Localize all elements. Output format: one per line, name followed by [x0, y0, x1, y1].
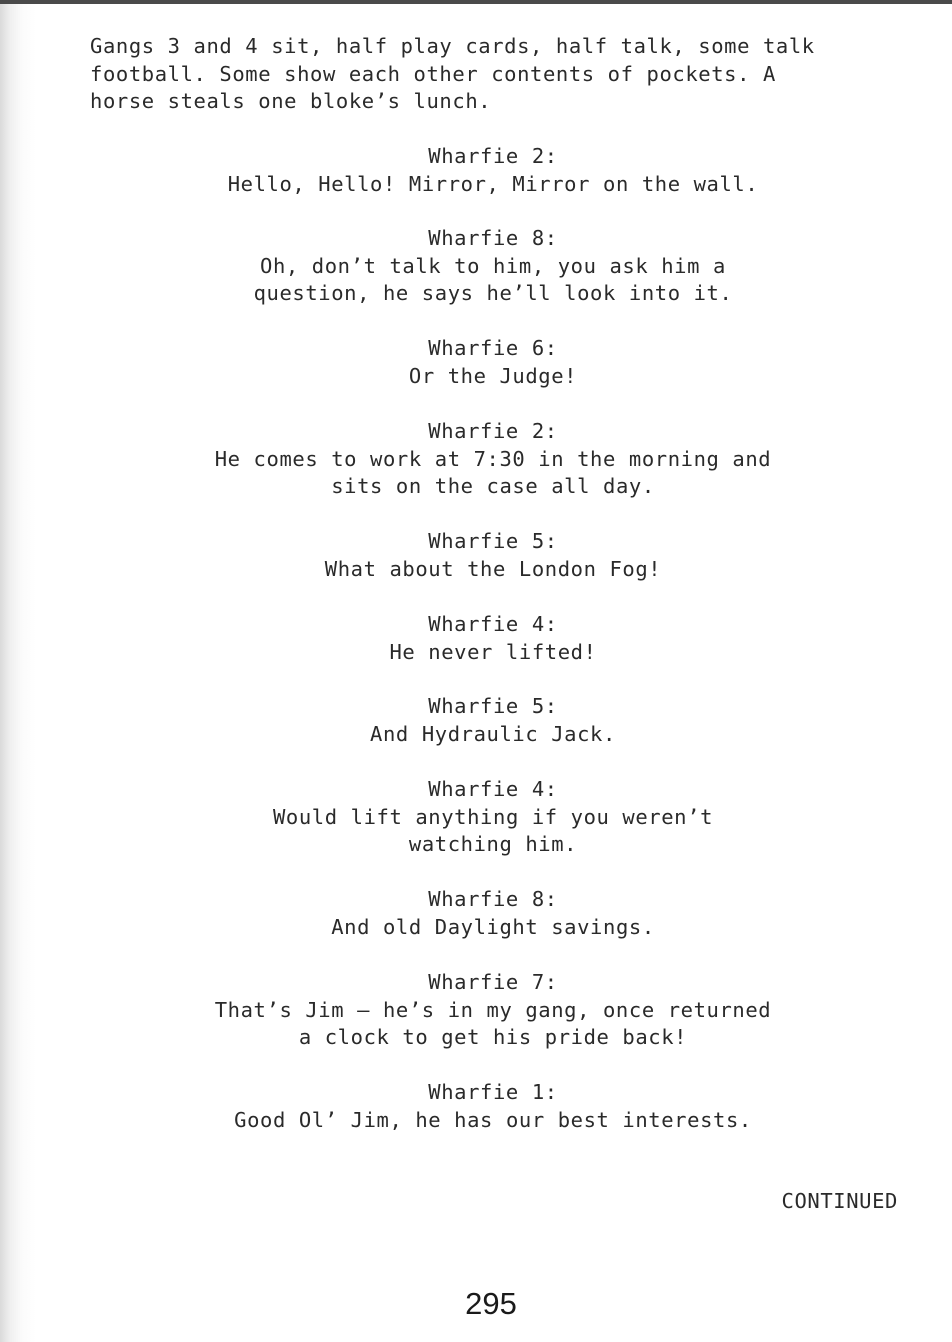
dialogue-block — [90, 886, 896, 941]
dialogue-line: Good Ol’ Jim, he has our best interests. — [234, 1107, 752, 1132]
dialogue-line: And Hydraulic Jack. — [370, 721, 616, 746]
character-name: Wharfie 5: — [428, 529, 558, 553]
dialogue-block — [90, 418, 896, 501]
character-name: Wharfie 6: — [428, 336, 558, 360]
action-line: horse steals one bloke’s lunch. — [90, 89, 492, 113]
dialogue-line: question, he says he’ll look into it. — [253, 281, 733, 305]
dialogue-line: Hello, Hello! Mirror, Mirror on the wall. — [227, 171, 759, 196]
dialogue-block — [90, 969, 896, 1052]
character-name: Wharfie 5: — [428, 694, 558, 718]
dialogue-block — [90, 1079, 896, 1134]
dialogue-block — [90, 776, 896, 859]
dialogue-line: And old Daylight savings. — [331, 914, 655, 939]
action-line: football. Some show each other contents of pockets. A — [90, 61, 776, 86]
dialogue-line: What about the London Fog! — [324, 556, 662, 581]
dialogue-block — [90, 335, 896, 390]
dialogue-line: He comes to work at 7:30 in the morning and — [214, 446, 772, 471]
dialogue-line: That’s Jim – he’s in my gang, once returned — [214, 997, 772, 1022]
dialogue-line: He never lifted! — [389, 639, 597, 664]
dialogue-line: Oh, don’t talk to him, you ask him a — [260, 253, 726, 278]
dialogue-line: a clock to get his pride back! — [298, 1025, 688, 1049]
character-name: Wharfie 7: — [428, 970, 558, 994]
character-name: Wharfie 2: — [428, 144, 558, 168]
action-paragraph — [90, 33, 890, 116]
dialogue-line: watching him. — [408, 832, 578, 856]
dialogue-line: Or the Judge! — [408, 363, 578, 388]
dialogue-block — [90, 143, 896, 198]
continued-marker: CONTINUED — [781, 1189, 898, 1213]
page-number: 295 — [465, 1286, 517, 1321]
dialogue-block — [90, 611, 896, 666]
dialogue-block — [90, 528, 896, 583]
character-name: Wharfie 4: — [428, 612, 558, 636]
dialogue-line: Would lift anything if you weren’t — [272, 804, 714, 829]
character-name: Wharfie 4: — [428, 777, 558, 801]
character-name: Wharfie 8: — [428, 887, 558, 911]
action-line: Gangs 3 and 4 sit, half play cards, half talk, some talk — [90, 34, 815, 58]
dialogue-line: sits on the case all day. — [331, 474, 655, 498]
dialogue-block — [90, 693, 896, 748]
character-name: Wharfie 1: — [428, 1080, 558, 1104]
character-name: Wharfie 8: — [428, 226, 558, 250]
character-name: Wharfie 2: — [428, 419, 558, 443]
dialogue-block — [90, 225, 896, 308]
